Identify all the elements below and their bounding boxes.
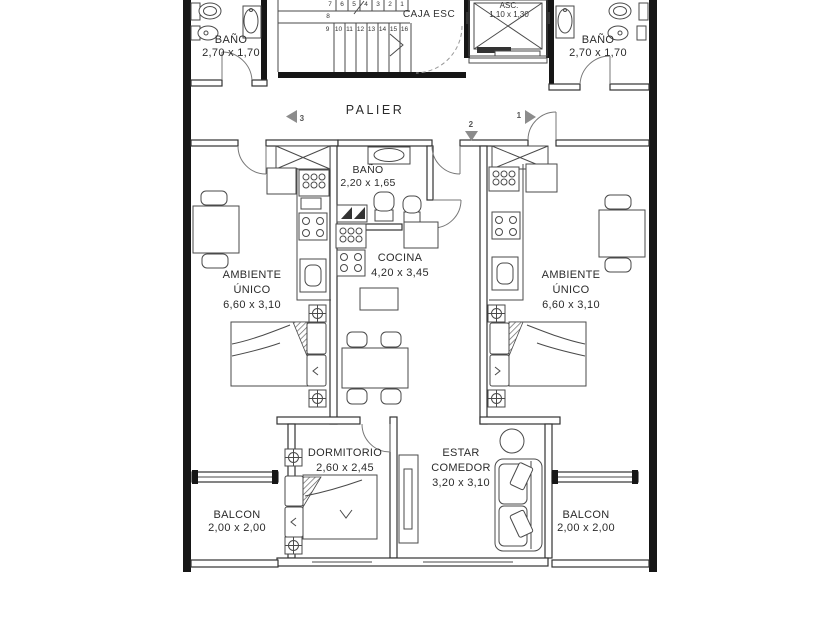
stair-number: 13 — [367, 26, 376, 33]
room-label-bano-center — [340, 164, 395, 190]
stair-number: 14 — [378, 26, 387, 33]
room-name-line1: ESTAR — [442, 447, 480, 459]
room-dims: 2,60 x 2,45 — [316, 462, 374, 474]
room-label-estar-comedor — [431, 446, 491, 491]
room-dims: 2,00 x 2,00 — [557, 522, 615, 534]
room-name: BAÑO — [352, 164, 384, 176]
room-name: DORMITORIO — [307, 447, 383, 459]
room-dims: 3,20 x 3,10 — [432, 477, 490, 489]
room-label-bano-top-left — [202, 34, 260, 60]
room-label-dormitorio — [308, 446, 382, 476]
stair-number: 16 — [400, 26, 409, 33]
room-name-line1: AMBIENTE — [222, 269, 282, 281]
stair-number: 3 — [376, 1, 380, 8]
room-name: BALCON — [213, 509, 261, 521]
room-dims: 6,60 x 3,10 — [542, 299, 600, 311]
room-dims: 4,20 x 3,45 — [371, 267, 429, 279]
stair-number: 11 — [346, 26, 353, 33]
stair-number: 4 — [364, 1, 368, 8]
stair-number: 8 — [326, 13, 330, 20]
room-name: BAÑO — [581, 34, 615, 46]
room-dims: 2,70 x 1,70 — [569, 47, 627, 59]
unit-number-right: 1 — [516, 111, 522, 120]
unit-number-center: 2 — [468, 120, 474, 129]
stair-number: 10 — [334, 26, 343, 33]
stair-number: 12 — [356, 26, 365, 33]
room-label-bano-top-right — [569, 34, 627, 60]
dining-table — [342, 332, 408, 404]
stair-numbers-top-run — [324, 0, 408, 9]
stair-number: 7 — [328, 1, 332, 8]
stair-numbers-bottom-run — [322, 25, 410, 34]
room-label-caja-esc: CAJA ESC — [402, 9, 456, 20]
stair-number: 15 — [389, 26, 398, 33]
room-dims: 6,60 x 3,10 — [223, 299, 281, 311]
room-label-balcon-left — [208, 509, 266, 535]
stair-number: 2 — [388, 1, 392, 8]
room-name-line2: COMEDOR — [431, 462, 491, 474]
room-label-ambiente-left — [223, 268, 282, 313]
room-name-line2: ÚNICO — [552, 284, 590, 296]
room-label-balcon-right — [557, 509, 615, 535]
room-dims: 1,10 x 1,30 — [489, 10, 529, 19]
room-name: BALCON — [562, 509, 610, 521]
unit-number-left: 3 — [299, 114, 305, 123]
room-dims: 2,00 x 2,00 — [208, 522, 266, 534]
stair-number-mid-step — [322, 12, 334, 21]
stair-number: 5 — [352, 1, 356, 8]
stair-number: 6 — [340, 1, 344, 8]
room-name: BAÑO — [214, 34, 248, 46]
unit-left-fixtures — [193, 146, 331, 386]
room-name-line1: AMBIENTE — [541, 269, 601, 281]
dormitorio-fixtures — [285, 424, 390, 539]
stair-number: 1 — [400, 1, 404, 8]
stair-number: 9 — [325, 26, 330, 33]
room-dims: 2,20 x 1,65 — [340, 177, 396, 189]
room-label-ascensor — [489, 1, 529, 19]
room-label-cocina — [371, 251, 429, 281]
room-label-palier: PALIER — [345, 103, 405, 117]
room-dims: 2,70 x 1,70 — [202, 47, 260, 59]
room-name-line2: ÚNICO — [233, 284, 271, 296]
room-name: ASC. — [499, 1, 519, 10]
room-name: COCINA — [377, 252, 423, 264]
room-label-ambiente-right — [542, 268, 601, 313]
unit-right-fixtures — [489, 146, 645, 386]
